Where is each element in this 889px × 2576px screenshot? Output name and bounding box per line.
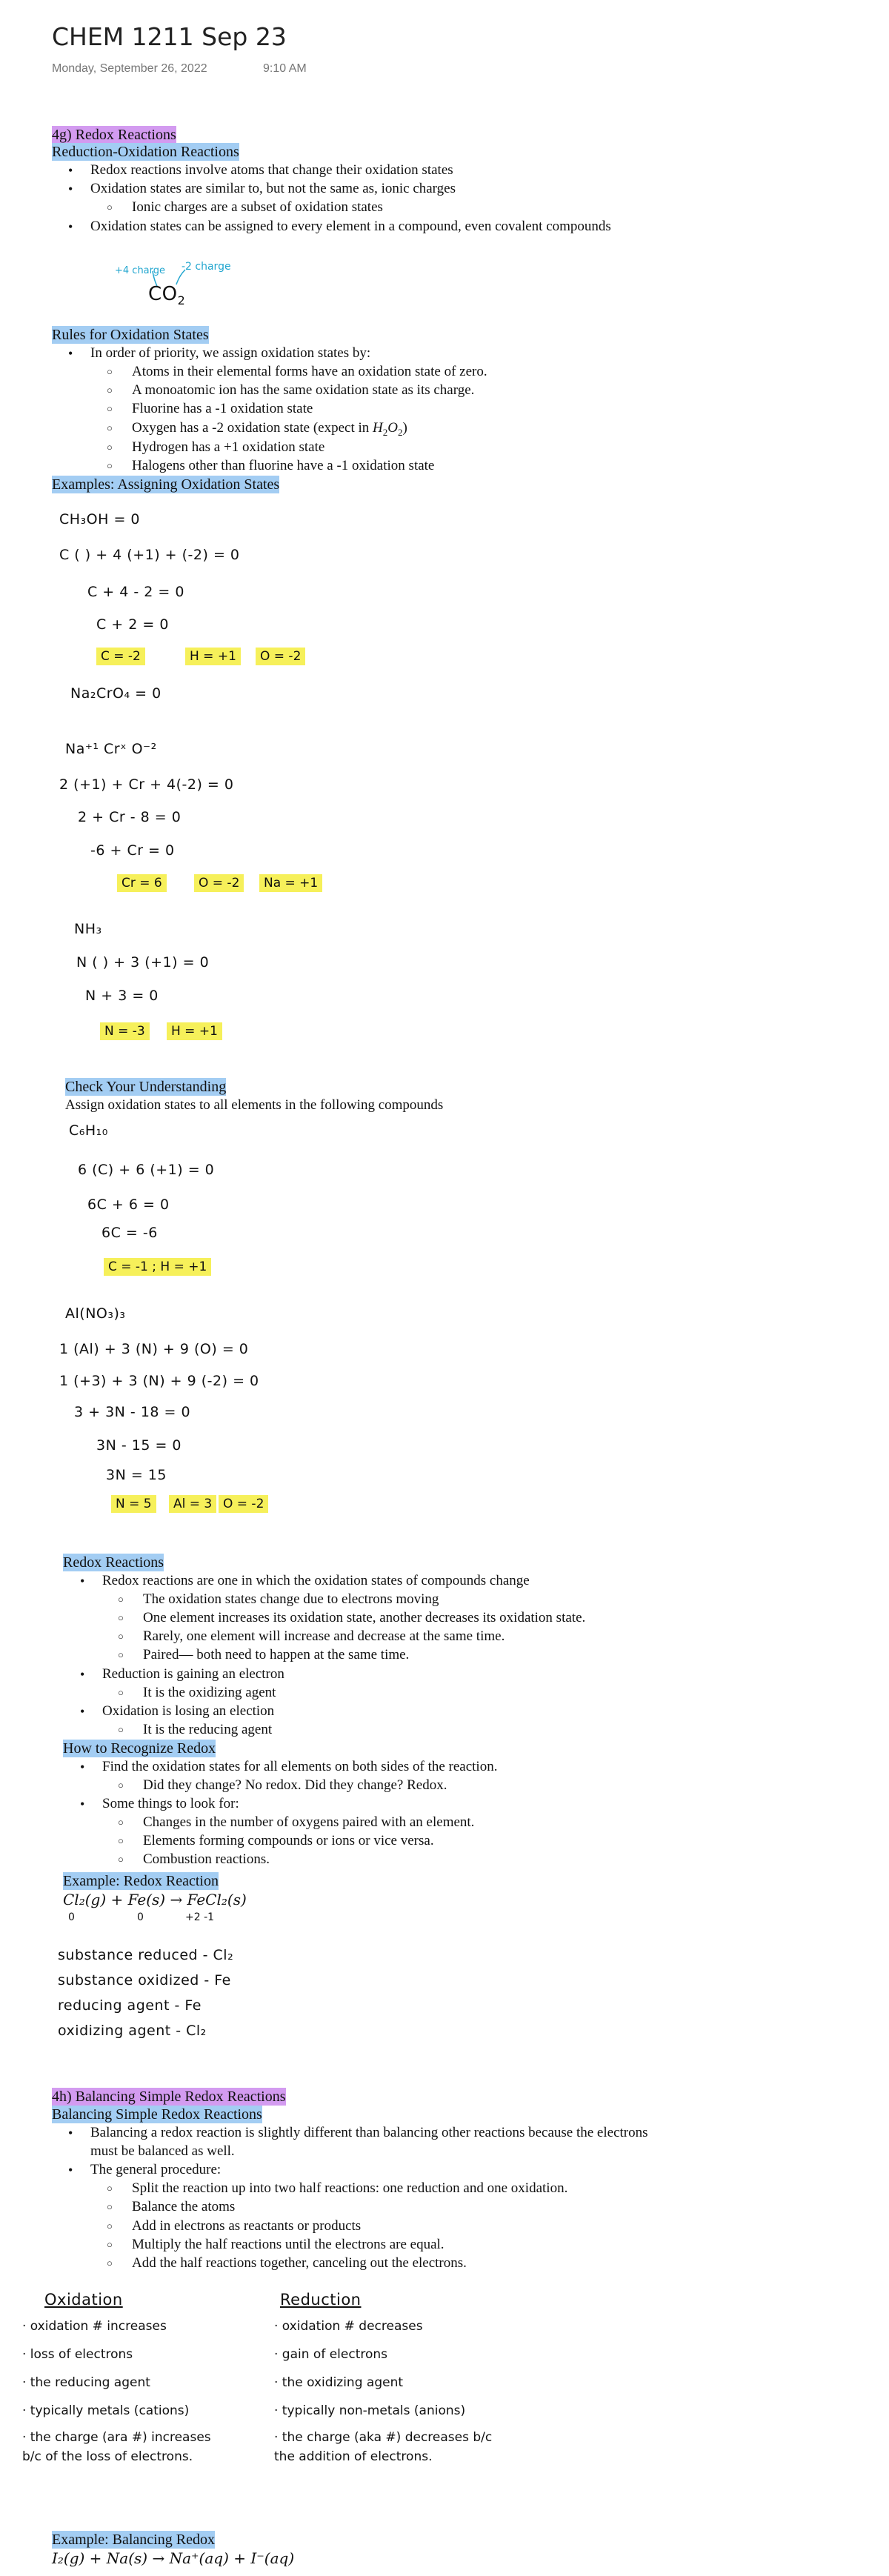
hw-nh3-1: NH₃ <box>74 921 102 937</box>
state-fe: 0 <box>137 1911 144 1923</box>
hw-ch3oh-3: C + 4 - 2 = 0 <box>87 584 184 600</box>
hw-alno3-4: 3 + 3N - 18 = 0 <box>74 1404 191 1420</box>
annotation-minus2: -2 charge <box>182 261 231 273</box>
subbullet-redox-1a: ○ The oxidation states change due to electrons moving <box>143 1591 439 1608</box>
equation-i2-na: I₂(g) + Na(s) → Na⁺(aq) + I⁻(aq) <box>52 2549 295 2567</box>
answer-c6h10: C = -1 ; H = +1 <box>104 1258 211 1276</box>
bullet-redox-1: • Redox reactions are one in which the oxidation states of compounds change <box>102 1572 530 1590</box>
page-title: CHEM 1211 Sep 23 <box>52 22 287 51</box>
annotation-plus4: +4 charge <box>115 265 166 276</box>
subbullet-4g-2a: ○ Ionic charges are a subset of oxidation states <box>132 199 383 216</box>
bullet-4g-3: • Oxidation states can be assigned to every element in a compound, even covalent compounds <box>90 218 611 236</box>
rule-2: ○ A monoatomic ion has the same oxidation state as its charge. <box>132 382 474 399</box>
reduction-item-6: the addition of electrons. <box>274 2449 433 2464</box>
subbullet-recognize-2c: ○ Combustion reactions. <box>143 1851 270 1868</box>
hw-na2cro4-4: 2 + Cr - 8 = 0 <box>78 809 182 825</box>
answer-n5: N = 5 <box>111 1495 156 1513</box>
answer-o2: O = -2 <box>194 874 244 892</box>
bullet-recognize-1: • Find the oxidation states for all elements on both sides of the reaction. <box>102 1758 497 1776</box>
oxidation-title: Oxidation <box>44 2291 123 2309</box>
oxidation-item-5: · the charge (ara #) increases <box>22 2430 211 2445</box>
rule-3: ○ Fluorine has a -1 oxidation state <box>132 400 313 418</box>
hw-na2cro4-5: -6 + Cr = 0 <box>90 842 175 859</box>
rule-1: ○ Atoms in their elemental forms have an oxidation state of zero. <box>132 363 487 381</box>
hw-alno3-3: 1 (+3) + 3 (N) + 9 (-2) = 0 <box>59 1373 259 1389</box>
subbullet-redox-2a: ○ It is the oxidizing agent <box>143 1684 276 1702</box>
section-heading-4h: 4h) Balancing Simple Redox Reactions <box>52 2089 286 2105</box>
procedure-1: ○ Split the reaction up into two half reactions: one reduction and one oxidation. <box>132 2180 567 2197</box>
subbullet-redox-1b: ○ One element increases its oxidation state, another decreases its oxidation state. <box>143 1609 585 1627</box>
subbullet-recognize-1a: ○ Did they change? No redox. Did they change? Redox. <box>143 1777 447 1794</box>
subbullet-redox-1d: ○ Paired— both need to happen at the same time. <box>143 1646 409 1664</box>
answer-na: Na = +1 <box>259 874 322 892</box>
procedure-2: ○ Balance the atoms <box>132 2198 235 2216</box>
rule-4: ○ Oxygen has a -2 oxidation state (expect in $H_2O_2$) <box>132 419 407 442</box>
bullet-4h-1-cont: must be balanced as well. <box>90 2143 235 2159</box>
hw-ch3oh-2: C ( ) + 4 (+1) + (-2) = 0 <box>59 547 240 563</box>
hw-nh3-2: N ( ) + 3 (+1) = 0 <box>76 954 210 971</box>
section-heading-4g: 4g) Redox Reactions <box>52 127 176 143</box>
hw-na2cro4-2: Na⁺¹ Crˣ O⁻² <box>65 741 157 757</box>
hw-alno3-1: Al(NO₃)₃ <box>65 1305 126 1322</box>
oxidation-item-6: b/c of the loss of electrons. <box>22 2449 193 2464</box>
answer-o: O = -2 <box>256 648 305 665</box>
reduction-item-3: · the oxidizing agent <box>274 2375 404 2390</box>
hw-redox-1: substance reduced - Cl₂ <box>58 1947 234 1963</box>
bullet-redox-3: • Oxidation is losing an election <box>102 1703 274 1720</box>
bullet-redox-2: • Reduction is gaining an electron <box>102 1665 284 1683</box>
answer-o-2: O = -2 <box>219 1495 268 1513</box>
procedure-5: ○ Add the half reactions together, canceling out the electrons. <box>132 2254 467 2272</box>
hw-c6h10-2: 6 (C) + 6 (+1) = 0 <box>78 1162 215 1178</box>
oxidation-item-2: · loss of electrons <box>22 2347 133 2362</box>
subheading-redox-reactions: Reduction-Oxidation Reactions <box>52 144 239 160</box>
state-cl2: 0 <box>68 1911 75 1923</box>
hw-c6h10-4: 6C = -6 <box>101 1225 158 1241</box>
subheading-balancing: Balancing Simple Redox Reactions <box>52 2106 262 2123</box>
bullet-4h-2: • The general procedure: <box>90 2161 221 2179</box>
oxidation-item-4: · typically metals (cations) <box>22 2403 190 2418</box>
oxidation-item-1: · oxidation # increases <box>22 2319 167 2334</box>
answer-h2: H = +1 <box>167 1022 222 1040</box>
procedure-4: ○ Multiply the half reactions until the electrons are equal. <box>132 2236 444 2254</box>
check-instructions: Assign oxidation states to all elements in the following compounds <box>65 1097 444 1113</box>
hw-redox-4: oxidizing agent - Cl₂ <box>58 2023 207 2039</box>
reduction-item-1: · oxidation # decreases <box>274 2319 423 2334</box>
procedure-3: ○ Add in electrons as reactants or products <box>132 2217 361 2235</box>
page-date: Monday, September 26, 2022 <box>52 62 207 75</box>
bullet-recognize-2: • Some things to look for: <box>102 1795 239 1813</box>
hw-nh3-3: N + 3 = 0 <box>85 988 159 1004</box>
hw-redox-2: substance oxidized - Fe <box>58 1972 231 1988</box>
hw-redox-3: reducing agent - Fe <box>58 1997 202 2014</box>
hw-na2cro4-3: 2 (+1) + Cr + 4(-2) = 0 <box>59 776 234 793</box>
bullet-4h-1: • Balancing a redox reaction is slightly different than balancing other reactions because the electrons <box>90 2124 648 2142</box>
subheading-recognize: How to Recognize Redox <box>63 1740 216 1757</box>
answer-h: H = +1 <box>185 648 241 665</box>
state-fecl2: +2 -1 <box>185 1911 215 1923</box>
answer-c: C = -2 <box>96 648 145 665</box>
subbullet-redox-3a: ○ It is the reducing agent <box>143 1721 272 1739</box>
hw-ch3oh-1: CH₃OH = 0 <box>59 511 140 527</box>
answer-cr: Cr = 6 <box>117 874 167 892</box>
answer-n: N = -3 <box>100 1022 150 1040</box>
co2-formula: $CO_2$ <box>148 283 186 307</box>
hw-alno3-2: 1 (Al) + 3 (N) + 9 (O) = 0 <box>59 1341 249 1357</box>
bullet-rules-1: • In order of priority, we assign oxidation states by: <box>90 345 370 362</box>
bullet-4g-2: • Oxidation states are similar to, but not the same as, ionic charges <box>90 180 456 198</box>
hw-alno3-6: 3N = 15 <box>106 1467 167 1483</box>
reduction-item-5: · the charge (aka #) decreases b/c <box>274 2430 493 2445</box>
subheading-check: Check Your Understanding <box>65 1079 227 1095</box>
subheading-redox: Redox Reactions <box>63 1554 164 1571</box>
subbullet-recognize-2b: ○ Elements forming compounds or ions or vice versa. <box>143 1832 434 1850</box>
bullet-4g-1: • Redox reactions involve atoms that change their oxidation states <box>90 162 453 179</box>
subheading-example-redox: Example: Redox Reaction <box>63 1873 219 1889</box>
subheading-examples: Examples: Assigning Oxidation States <box>52 476 280 493</box>
hw-c6h10-3: 6C + 6 = 0 <box>87 1197 170 1213</box>
reduction-title: Reduction <box>280 2291 362 2309</box>
hw-alno3-5: 3N - 15 = 0 <box>96 1437 182 1454</box>
reduction-item-4: · typically non-metals (anions) <box>274 2403 466 2418</box>
reduction-item-2: · gain of electrons <box>274 2347 388 2362</box>
page-time: 9:10 AM <box>263 62 307 75</box>
subbullet-redox-1c: ○ Rarely, one element will increase and decrease at the same time. <box>143 1628 505 1645</box>
hw-ch3oh-4: C + 2 = 0 <box>96 616 169 633</box>
rule-6: ○ Halogens other than fluorine have a -1 oxidation state <box>132 457 434 475</box>
answer-al3: Al = 3 <box>169 1495 216 1513</box>
hw-na2cro4-1: Na₂CrO₄ = 0 <box>70 685 162 702</box>
rule-5: ○ Hydrogen has a +1 oxidation state <box>132 439 324 456</box>
subheading-example-balancing: Example: Balancing Redox <box>52 2532 215 2548</box>
subbullet-recognize-2a: ○ Changes in the number of oxygens paired with an element. <box>143 1814 474 1831</box>
hw-c6h10-1: C₆H₁₀ <box>69 1122 108 1139</box>
equation-cl2-fe: Cl₂(g) + Fe(s) → FeCl₂(s) <box>63 1891 247 1908</box>
oxidation-item-3: · the reducing agent <box>22 2375 150 2390</box>
subheading-rules: Rules for Oxidation States <box>52 327 209 343</box>
